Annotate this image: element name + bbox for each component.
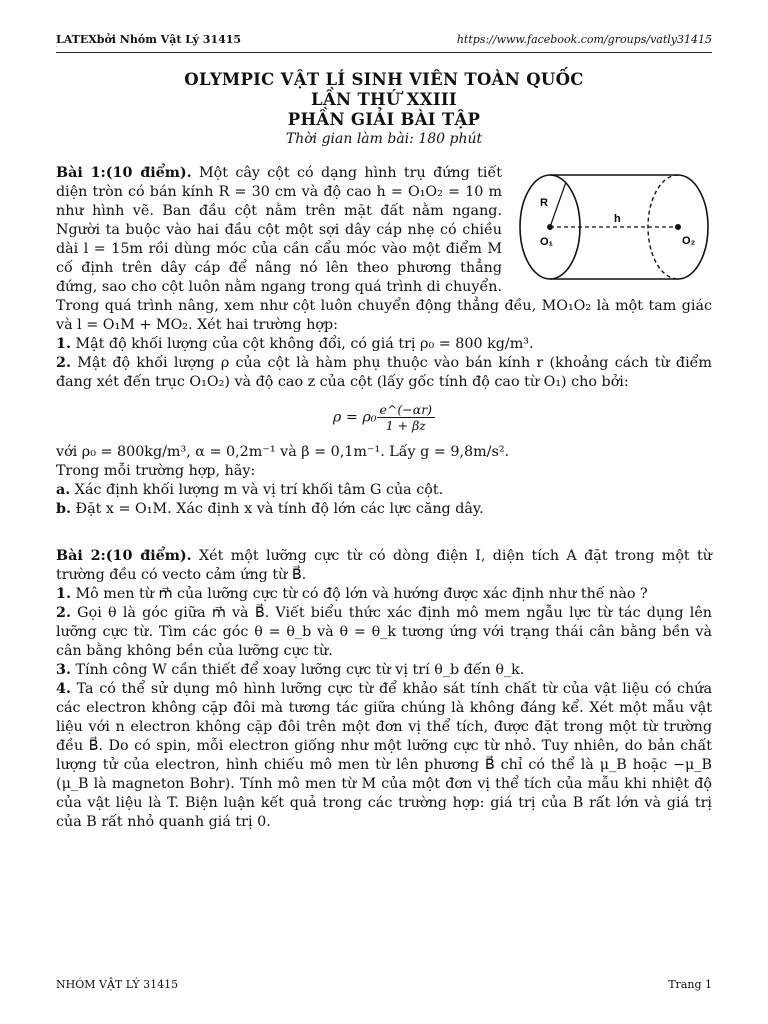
problem-1-values: với ρ₀ = 800kg/m³, α = 0,2m⁻¹ và β = 0,1m⁻¹. Lấy g = 9,8m/s². bbox=[56, 444, 510, 460]
cylinder-figure bbox=[510, 168, 712, 286]
cylinder-diagram bbox=[510, 168, 712, 286]
page-number: Trang 1 bbox=[668, 978, 712, 991]
problem-2-question-1: 1. Mô men từ m⃗ của lưỡng cực từ có độ lớn và hướng được xác định như thế nào ? bbox=[56, 586, 648, 602]
title-line-2: LẦN THỨ XXIII bbox=[311, 90, 457, 109]
page-footer bbox=[56, 975, 712, 994]
problem-1-text: Một cây cột có dạng hình trụ đứng tiết diện tròn có bán kính R = 30 cm và độ cao h = O₁O₂ = 10 m như hình vẽ. Ban đầu cột nằm trên mặt đất nằm ngang. Người ta buộc vào hai đầu cột một sợi dây cáp nhẹ có chiều dài l = 15m rồi dùng móc của cần cẩu móc vào một điểm M cố định trên dây cáp để nâng nó lên theo phương thẳng đứng, sao cho cột luôn nằm ngang trong quá trình di chuyển. Trong quá trình nâng, xem như cột luôn chuyển động thẳng đều, MO₁O₂ là một tam giác và l = O₁M + MO₂. Xét hai trường hợp: bbox=[56, 165, 712, 333]
problem-1-each: Trong mỗi trường hợp, hãy: bbox=[56, 463, 256, 479]
header-url[interactable]: https://www.facebook.com/groups/vatly31415 bbox=[456, 33, 712, 46]
problem-1-case-2: 2. Mật độ khối lượng ρ của cột là hàm phụ thuộc vào bán kính r (khoảng cách từ điểm đang xét đến trục O₁O₂) và độ cao z của cột (lấy gốc tính độ cao từ O₁) cho bởi: bbox=[56, 355, 712, 390]
running-header bbox=[56, 30, 712, 53]
problem-2-question-3: 3. Tính công W cần thiết để xoay lưỡng cực từ vị trí θ_b đến θ_k. bbox=[56, 662, 525, 678]
label-O2: O₂ bbox=[682, 235, 696, 247]
label-O1: O₁ bbox=[540, 236, 554, 248]
footer-left: NHÓM VẬT LÝ 31415 bbox=[56, 978, 179, 991]
problem-2-text: Xét một lưỡng cực từ có dòng điện I, diện tích A đặt trong một từ trường đều có vecto cảm ứng từ B⃗. bbox=[56, 548, 712, 583]
time-limit: Thời gian làm bài: 180 phút bbox=[285, 131, 483, 147]
title-block bbox=[56, 70, 712, 148]
label-R: R bbox=[540, 197, 548, 209]
title-line-3: PHẦN GIẢI BÀI TẬP bbox=[287, 110, 481, 129]
density-equation: ρ = ρ₀ $\frac{e\^{}(-\alpha r)}{1 + \beta z}$ bbox=[56, 402, 712, 433]
problem-1-case-1: 1. Mật độ khối lượng của cột không đổi, có giá trị ρ₀ = 800 kg/m³. bbox=[56, 336, 534, 352]
header-left: LATEXbởi Nhóm Vật Lý 31415 bbox=[56, 33, 242, 46]
title-line-1: OLYMPIC VẬT LÍ SINH VIÊN TOÀN QUỐC bbox=[184, 70, 584, 89]
label-h: h bbox=[614, 213, 621, 225]
problem-1-question-b: b. Đặt x = O₁M. Xác định x và tính độ lớn các lực căng dây. bbox=[56, 501, 484, 517]
page-content bbox=[56, 164, 712, 832]
problem-2-question-2: 2. Gọi θ là góc giữa m⃗ và B⃗. Viết biểu thức xác định mô mem ngẫu lực từ tác dụng lên lưỡng cực từ. Tìm các góc θ = θ_b và θ = θ_k tương ứng với trạng thái cân bằng bền và cân bằng không bền của lưỡng cực từ. bbox=[56, 605, 712, 659]
problem-1-question-a: a. Xác định khối lượng m và vị trí khối tâm G của cột. bbox=[56, 482, 444, 498]
problem-2-question-4: 4. Ta có thể sử dụng mô hình lưỡng cực từ để khảo sát tính chất từ của vật liệu có chứa các electron không cặp đôi mà tương tác giữa chúng là không đáng kể. Xét một mẫu vật liệu với n electron không cặp đôi trên một đơn vị thể tích, được đặt trong một từ trường đều B⃗. Do có spin, mỗi electron giống như một lưỡng cực từ nhỏ. Tuy nhiên, do bản chất lượng tử của electron, hình chiếu mô men từ lên phương B⃗ chỉ có thể là μ_B hoặc −μ_B (μ_B là magneton Bohr). Tính mô men từ M của một đơn vị thể tích của mẫu khi nhiệt độ của vật liệu là T. Biện luận kết quả trong các trường hợp: giá trị của B rất lớn và giá trị của B rất nhỏ quanh giá trị 0. bbox=[56, 681, 712, 830]
problem-1-heading: Bài 1:(10 điểm). bbox=[56, 165, 192, 181]
problem-2-intro bbox=[56, 547, 712, 585]
problem-2-heading: Bài 2:(10 điểm). bbox=[56, 548, 192, 564]
